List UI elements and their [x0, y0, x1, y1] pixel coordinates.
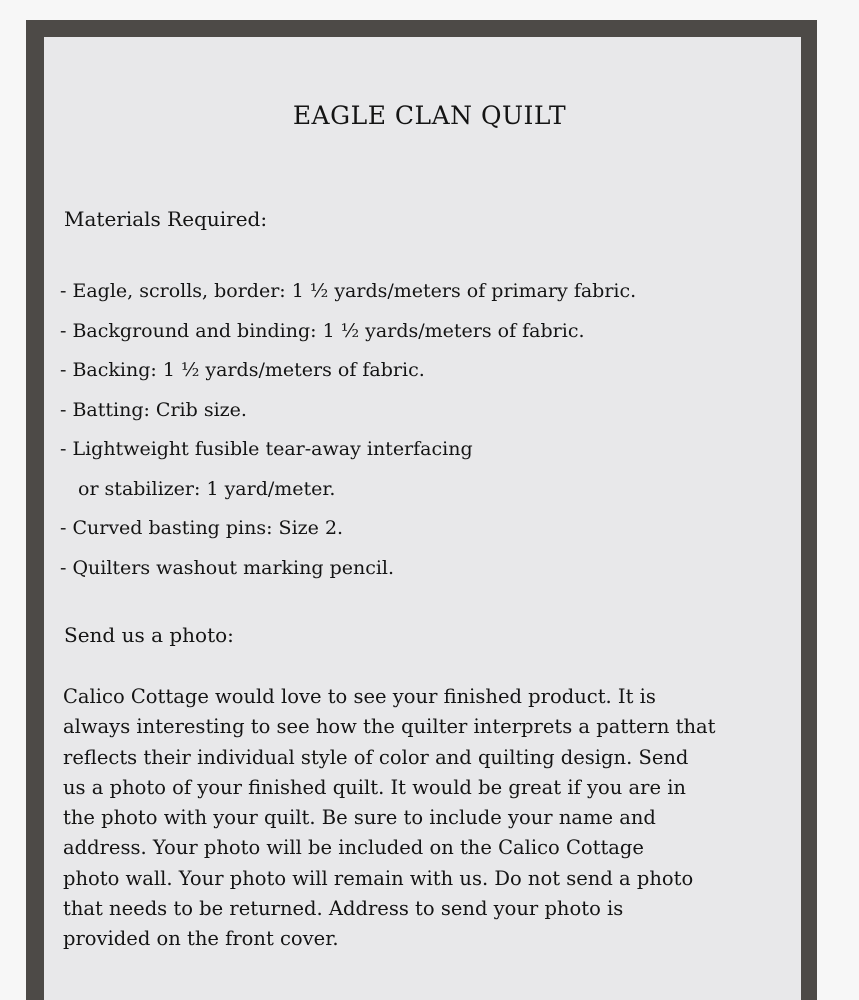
paragraph-line: that needs to be returned. Address to send your photo is: [63, 897, 624, 921]
page-title: EAGLE CLAN QUILT: [292, 101, 567, 130]
paragraph-line: address. Your photo will be included on the Calico Cottage: [63, 836, 644, 860]
list-item: - Quilters washout marking pencil.: [60, 556, 395, 579]
list-item: - Background and binding: 1 ½ yards/meters of fabric.: [60, 319, 585, 342]
list-item: - Curved basting pins: Size 2.: [60, 517, 344, 539]
photo-heading: Send us a photo:: [64, 623, 234, 647]
paragraph-line: provided on the front cover.: [63, 927, 339, 951]
photo-paragraph: [63, 682, 793, 955]
list-item: - Batting: Crib size.: [60, 398, 247, 421]
list-item-continuation: or stabilizer: 1 yard/meter.: [78, 477, 336, 500]
list-item: - Backing: 1 ½ yards/meters of fabric.: [60, 359, 425, 381]
materials-list: [60, 272, 780, 588]
paragraph-line: us a photo of your finished quilt. It would be great if you are in: [63, 775, 686, 799]
list-item: - Eagle, scrolls, border: 1 ½ yards/meters of primary fabric.: [60, 280, 637, 302]
paragraph-line: Calico Cottage would love to see your finished product. It is: [63, 685, 656, 708]
paragraph-line: photo wall. Your photo will remain with us. Do not send a photo: [63, 866, 694, 890]
paragraph-line: the photo with your quilt. Be sure to include your name and: [63, 806, 656, 830]
paragraph-line: reflects their individual style of color and quilting design. Send: [63, 745, 689, 769]
paragraph-line: always interesting to see how the quilter interprets a pattern that: [63, 715, 716, 739]
list-item: - Lightweight fusible tear-away interfacing: [60, 438, 473, 460]
materials-heading: Materials Required:: [64, 207, 268, 231]
